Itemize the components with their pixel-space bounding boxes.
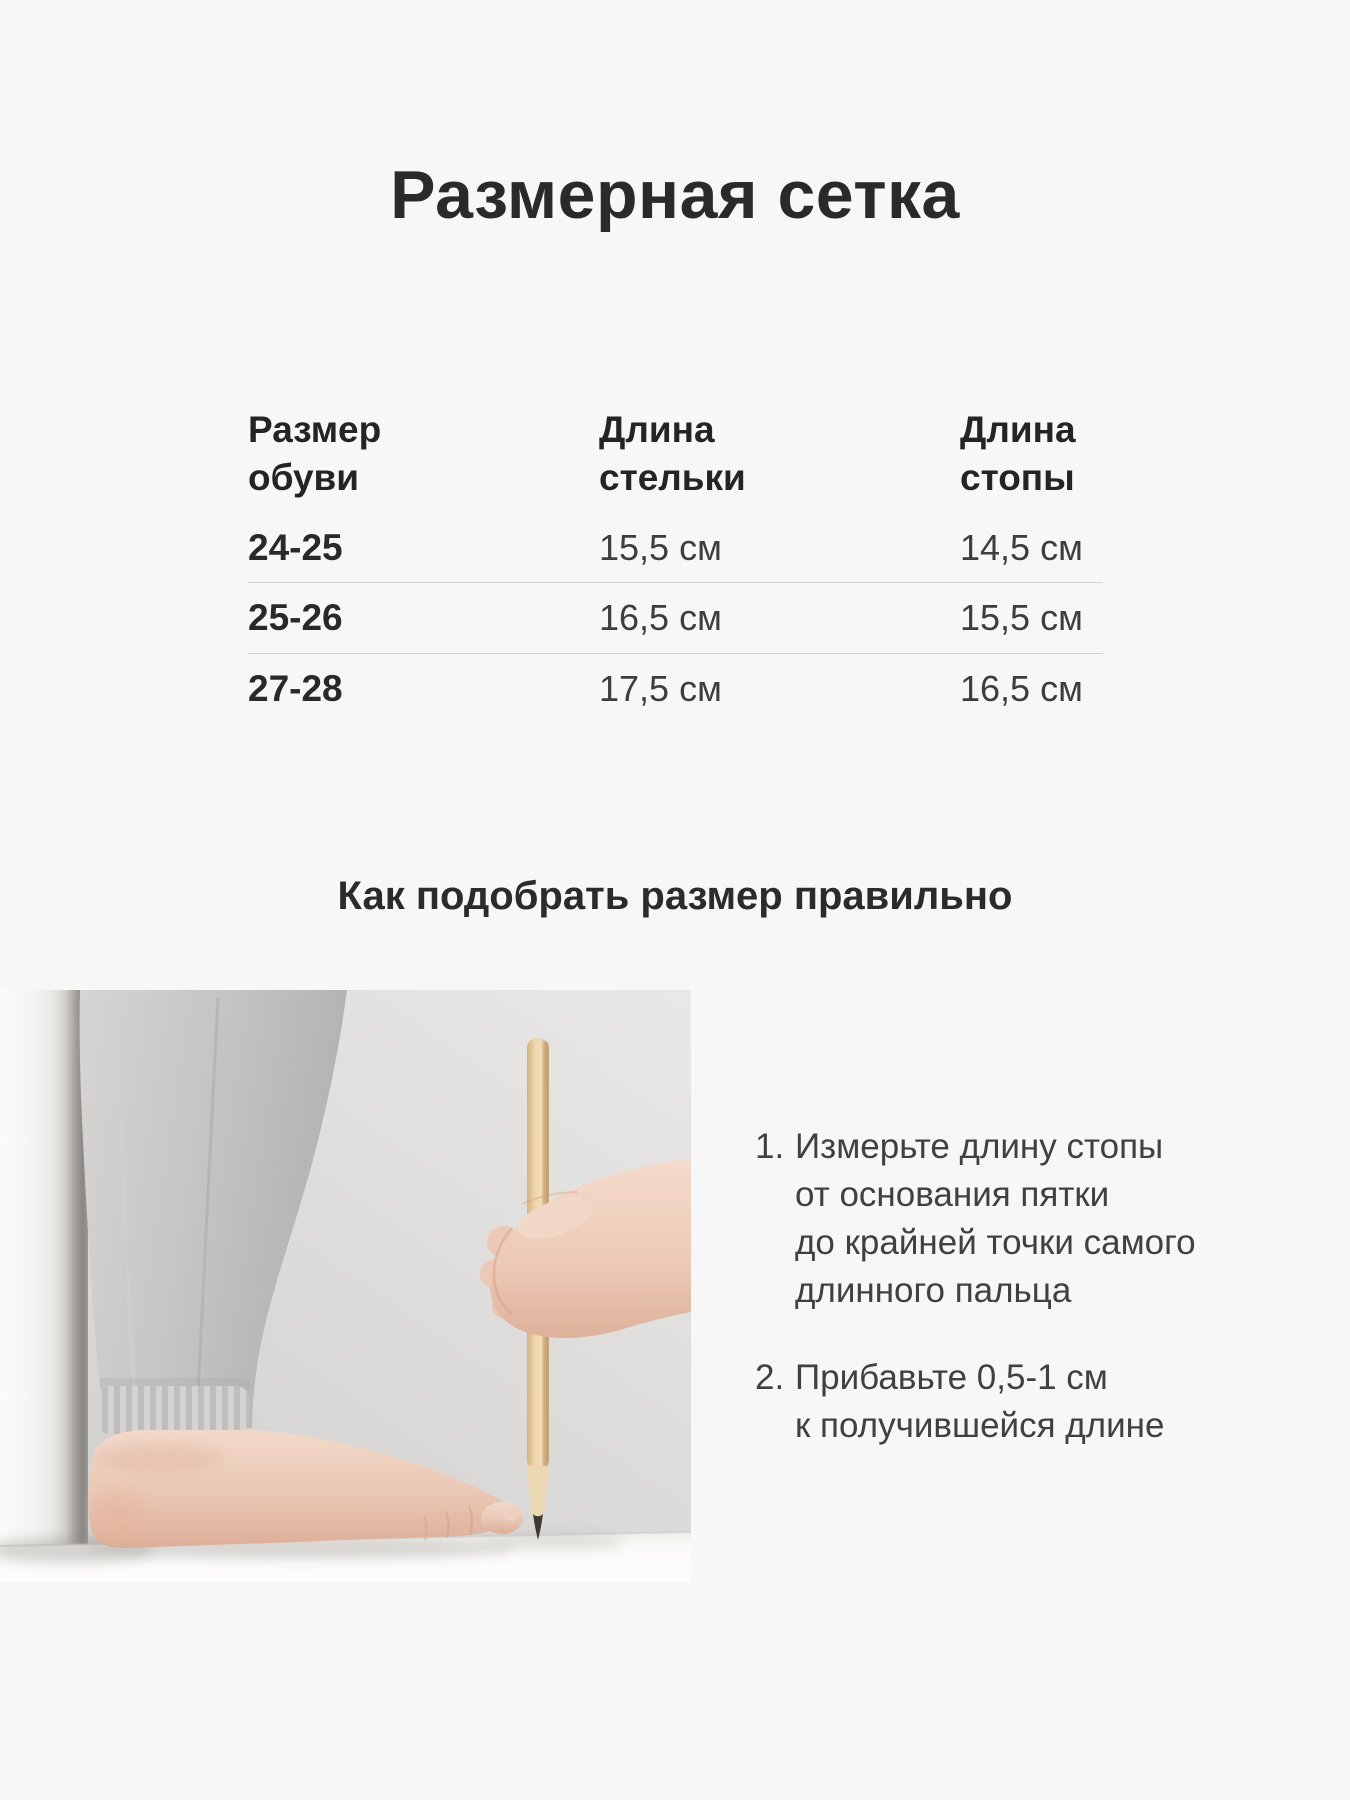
insole-length-value: 15,5 см bbox=[599, 527, 722, 568]
shoe-size-value: 25-26 bbox=[248, 597, 343, 638]
table-row bbox=[248, 665, 1103, 713]
list-item bbox=[755, 1354, 1195, 1450]
foot-length-value: 15,5 см bbox=[960, 597, 1083, 638]
step-number: 1. bbox=[755, 1127, 785, 1166]
column-header-line: Длина bbox=[960, 409, 1076, 450]
photo-wall bbox=[0, 990, 88, 1582]
step-text-line: Измерьте длину стопы bbox=[795, 1127, 1164, 1166]
step-text-line: к получившейся длине bbox=[795, 1406, 1165, 1445]
page-title: Размерная сетка bbox=[390, 157, 960, 233]
column-header-foot-length bbox=[960, 406, 1076, 502]
photo-toenail bbox=[503, 1510, 519, 1521]
howto-heading: Как подобрать размер правильно bbox=[337, 874, 1013, 918]
photo-pants-cuff bbox=[96, 1386, 250, 1434]
column-header-line: Размер bbox=[248, 409, 382, 450]
insole-length-value: 16,5 см bbox=[599, 597, 722, 638]
column-header-line: обуви bbox=[248, 457, 360, 498]
column-header-line: стопы bbox=[960, 457, 1075, 498]
step-text-line: длинного пальца bbox=[795, 1271, 1072, 1310]
list-item bbox=[755, 1123, 1195, 1315]
step-text-line: до крайней точки самого bbox=[795, 1223, 1196, 1262]
table-row bbox=[248, 594, 1103, 642]
howto-steps bbox=[755, 1123, 1195, 1450]
column-header-insole-length bbox=[599, 406, 746, 502]
column-header-line: стельки bbox=[599, 457, 746, 498]
size-table bbox=[248, 406, 1103, 726]
step-text-line: Прибавьте 0,5-1 см bbox=[795, 1358, 1108, 1397]
foot-length-value: 14,5 см bbox=[960, 527, 1083, 568]
row-divider bbox=[248, 582, 1103, 583]
column-header-shoe-size bbox=[248, 406, 381, 502]
table-row bbox=[248, 524, 1103, 572]
step-number: 2. bbox=[755, 1358, 785, 1397]
step-text-line: от основания пятки bbox=[795, 1175, 1110, 1214]
row-divider bbox=[248, 653, 1103, 654]
foot-length-value: 16,5 см bbox=[960, 668, 1083, 709]
insole-length-value: 17,5 см bbox=[599, 668, 722, 709]
shoe-size-value: 24-25 bbox=[248, 527, 343, 568]
foot-measurement-photo bbox=[0, 990, 691, 1582]
column-header-line: Длина bbox=[599, 409, 715, 450]
shoe-size-value: 27-28 bbox=[248, 668, 343, 709]
